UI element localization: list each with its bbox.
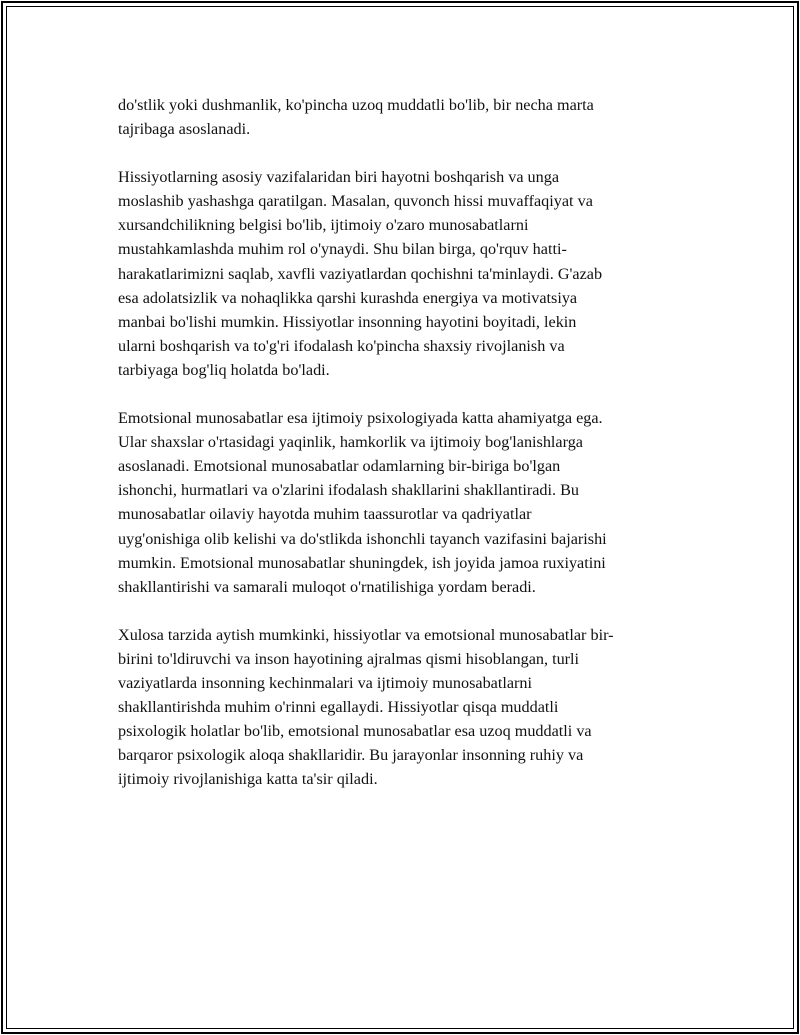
paragraph-2: Hissiyotlarning asosiy vazifalaridan biri hayotni boshqarish va unga moslashib yashashga qaratilgan. Masalan, quvonch hissi muvaffaqiyat va xursandchilikning belgisi bo'lib, ijtimoiy o'zaro munosabatlarni mustahkamlashda muhim rol o'ynaydi. Shu bilan birga, qo'rquv hatti- harakatlarimizni saqlab, xavfli vaziyatlardan qochishni ta'minlaydi. G'azab esa adolatsizlik va nohaqlikka qarshi kurashda energiya va motivatsiya manbai bo'lishi mumkin. Hissiyotlar insonning hayotini boyitadi, lekin ularni boshqarish va to'g'ri ifodalash ko'pincha shaxsiy rivojlanish va tarbiyaga bog'liq holatda bo'ladi.: [118, 168, 603, 379]
paragraph-4: Xulosa tarzida aytish mumkinki, hissiyotlar va emotsional munosabatlar bir- birini to'ldiruvchi va inson hayotining ajralmas qismi hisoblangan, turli vaziyatlarda insonning kechinmalari va ijtimoiy munosabatlarni shakllantirishda muhim o'rinni egallaydi. Hissiyotlar qisqa muddatli psixologik holatlar bo'lib, emotsional munosabatlar esa uzoq muddatli va barqaror psixologik aloqa shakllaridir. Bu jarayonlar insonning ruhiy va ijtimoiy rivojlanishiga katta ta'sir qiladi.: [118, 625, 614, 789]
document-body: [118, 93, 698, 815]
paragraph-1: do'stlik yoki dushmanlik, ko'pincha uzoq muddatli bo'lib, bir necha marta tajribaga asoslanadi.: [118, 96, 594, 139]
paragraph-3: Emotsional munosabatlar esa ijtimoiy psixologiyada katta ahamiyatga ega. Ular shaxslar o'rtasidagi yaqinlik, hamkorlik va ijtimoiy bog'lanishlarga asoslanadi. Emotsional munosabatlar odamlarning bir-biriga bo'lgan ishonchi, hurmatlari va o'zlarini ifodalash shakllarini shakllantiradi. Bu munosabatlar oilaviy hayotda muhim taassurotlar va qadriyatlar uyg'onishiga olib kelishi va do'stlikda ishonchli tayanch vazifasini bajarishi mumkin. Emotsional munosabatlar shuningdek, ish joyida jamoa ruxiyatini shakllantirishi va samarali muloqot o'rnatilishiga yordam beradi.: [118, 409, 607, 596]
